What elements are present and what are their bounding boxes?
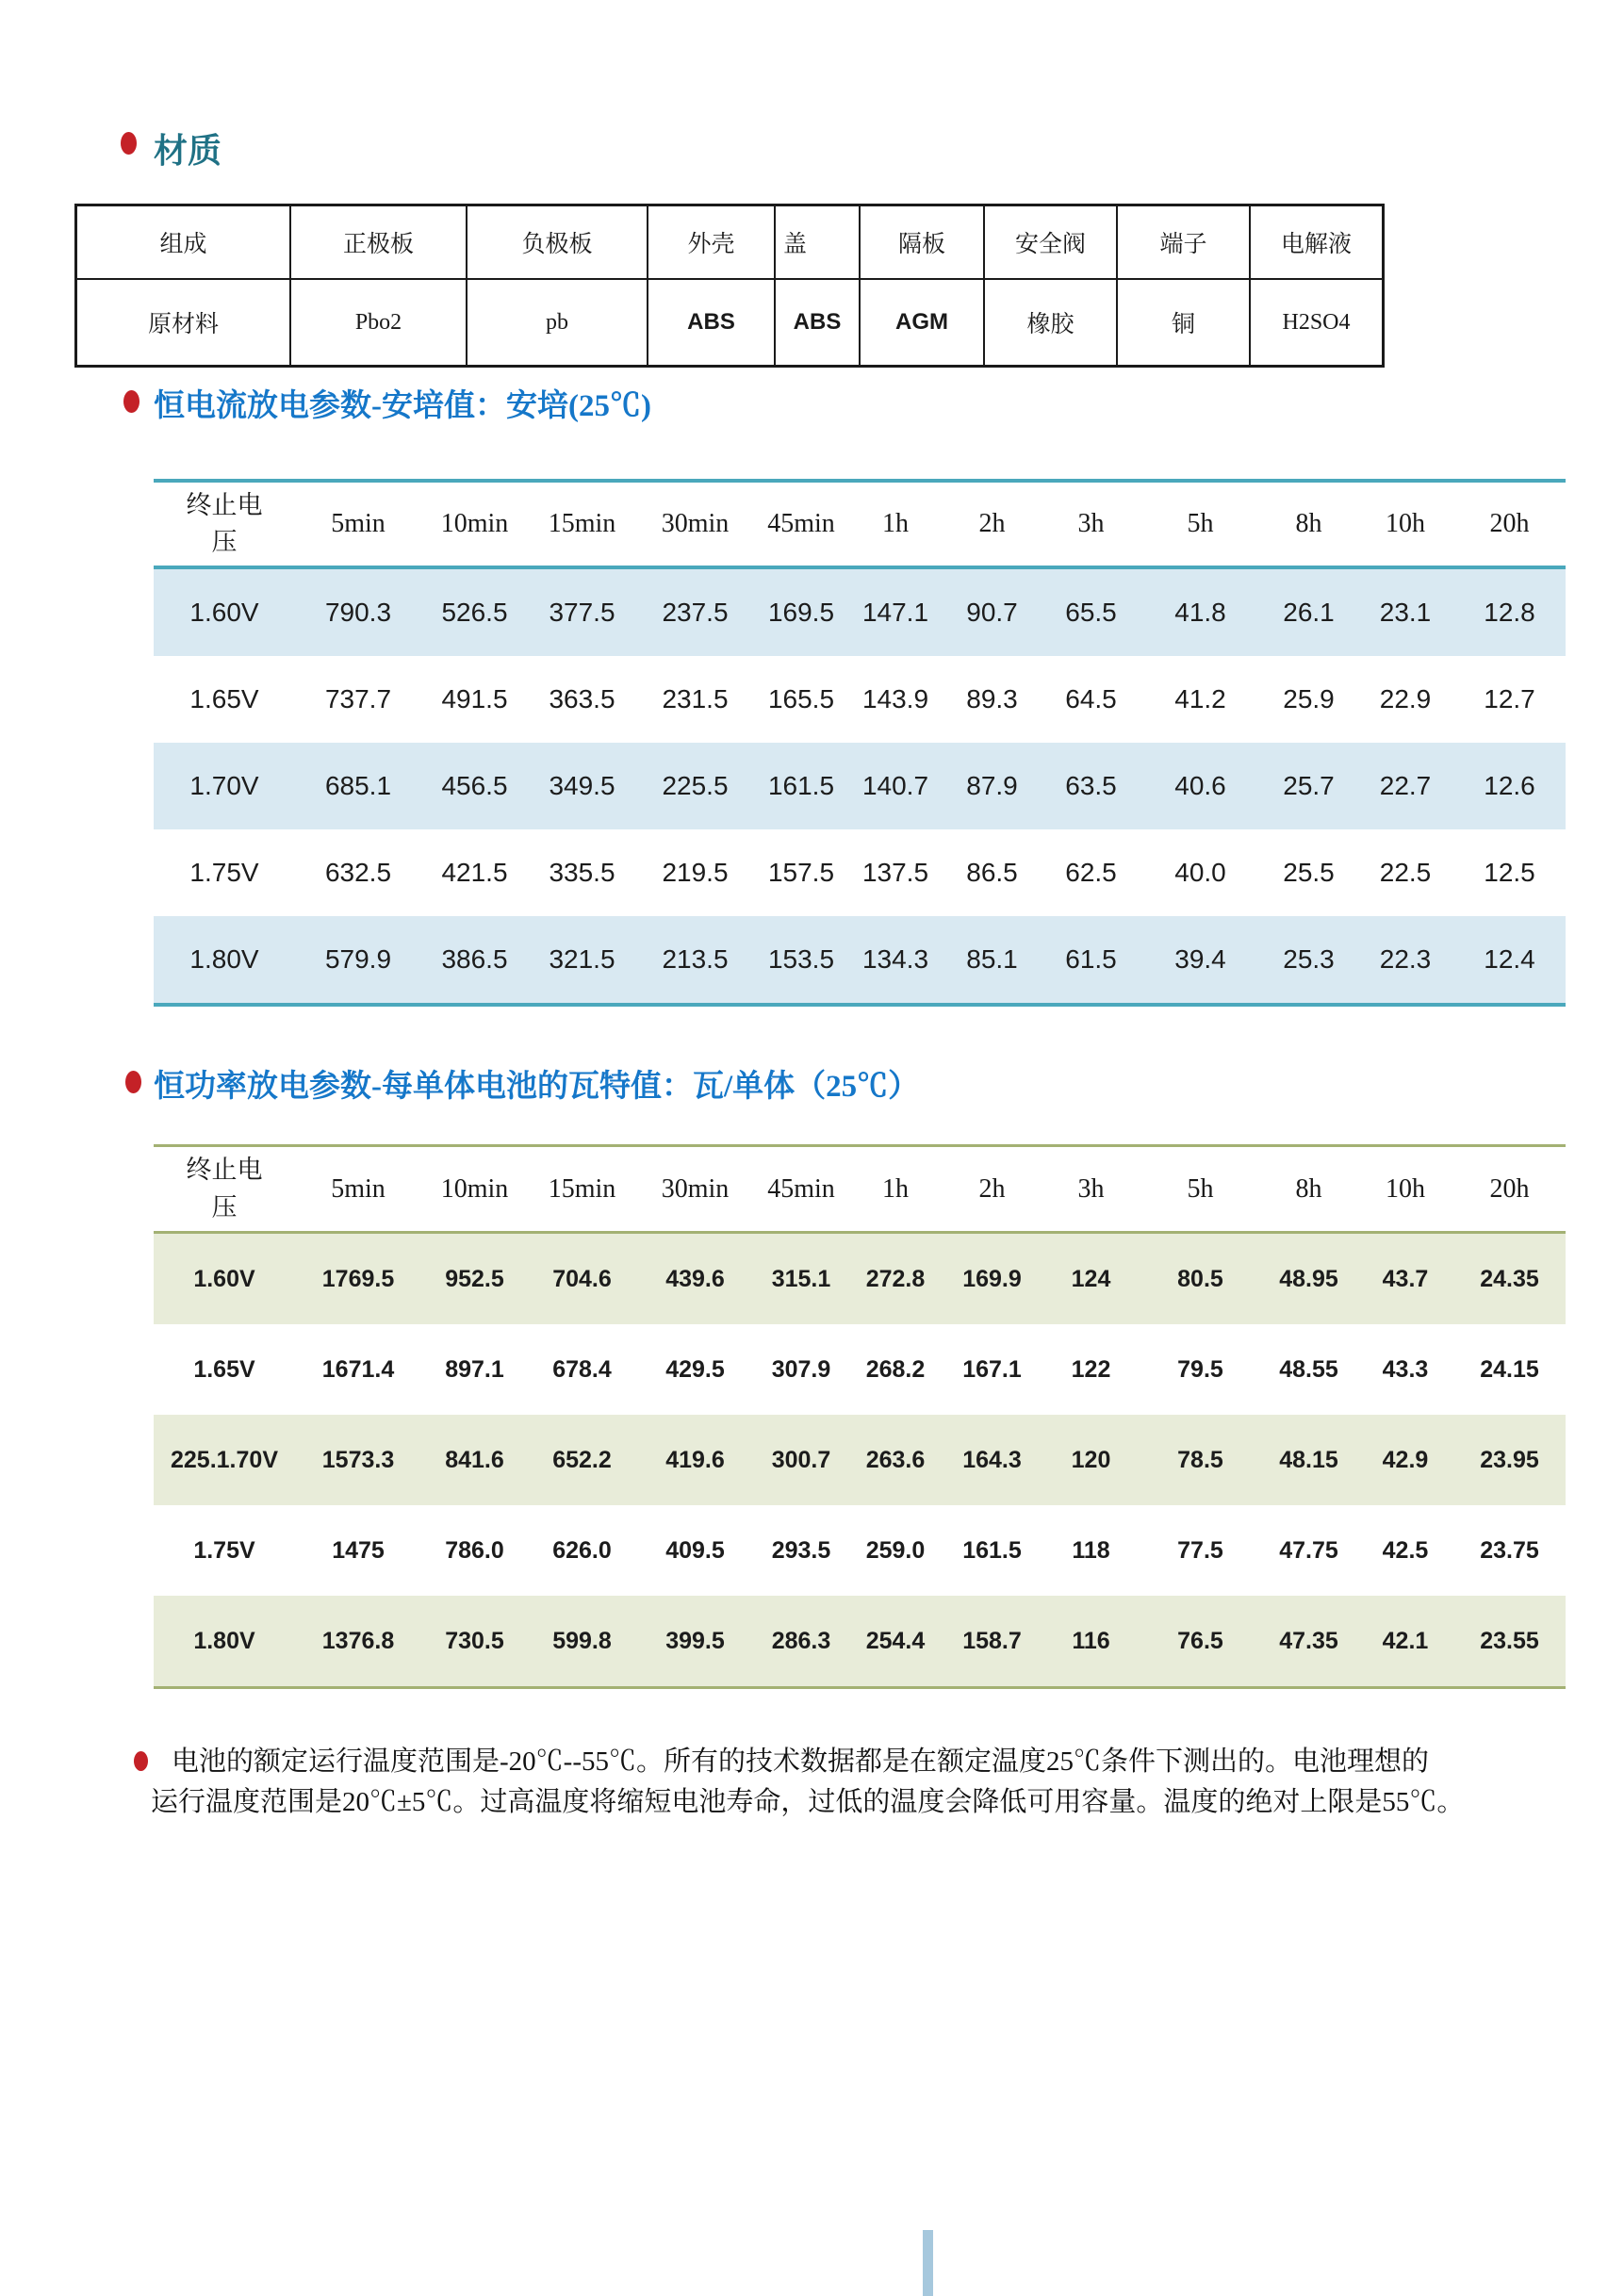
value-cell: 652.2: [552, 1446, 612, 1473]
value-cell: 80.5: [1177, 1265, 1223, 1292]
time-column-header: 1h: [882, 1173, 909, 1204]
end-voltage-header-cell: [154, 483, 295, 566]
table-row: [154, 916, 1566, 1003]
constant-power-table: [154, 1144, 1566, 1689]
value-cell: 90.7: [966, 598, 1018, 627]
value-cell: 89.3: [966, 684, 1018, 713]
value-cell: 293.5: [771, 1536, 831, 1564]
header-row: [154, 1147, 1566, 1234]
time-column-header: 3h: [1077, 1173, 1105, 1204]
note-line: 运行温度范围是20℃±5℃。过高温度将缩短电池寿命，过低的温度会降低可用容量。温度的绝对上限是55℃。: [151, 1787, 1465, 1817]
value-cell: 307.9: [771, 1355, 831, 1383]
value-cell: 272.8: [865, 1265, 926, 1292]
value-cell: 158.7: [962, 1627, 1022, 1654]
time-column-header: 5min: [331, 509, 385, 538]
value-cell: 23.75: [1480, 1536, 1539, 1564]
value-cell: 22.7: [1379, 771, 1432, 800]
section-title-constant-current: 恒电流放电参数-安培值：安培(25℃): [154, 389, 651, 423]
constant-current-table: [154, 479, 1566, 1007]
value-cell: 237.5: [662, 598, 729, 627]
value-cell: 386.5: [441, 944, 508, 974]
time-column-header: 10h: [1386, 509, 1425, 538]
table-row: [154, 1324, 1566, 1415]
value-cell: 841.6: [445, 1446, 504, 1473]
value-cell: 12.6: [1484, 771, 1535, 800]
value-cell: 25.9: [1283, 684, 1335, 713]
value-cell: 39.4: [1174, 944, 1226, 974]
value-cell: 491.5: [441, 684, 508, 713]
value-cell: 116: [1072, 1627, 1110, 1654]
value-cell: 419.6: [665, 1446, 725, 1473]
value-cell: 704.6: [552, 1265, 612, 1292]
value-cell: 399.5: [665, 1627, 725, 1654]
value-cell: 23.95: [1480, 1446, 1539, 1473]
time-column-header: 30min: [661, 509, 730, 538]
value-cell: 87.9: [966, 771, 1018, 800]
value-cell: 12.8: [1484, 598, 1535, 627]
value-cell: 78.5: [1177, 1446, 1223, 1473]
value-cell: 12.4: [1484, 944, 1535, 974]
value-cell: 349.5: [549, 771, 615, 800]
note-line: 电池的额定运行温度范围是-20℃--55℃。所有的技术数据都是在额定温度25℃条件下测出的。电池理想的: [172, 1747, 1429, 1777]
value-cell: 124: [1071, 1265, 1111, 1292]
value-cell: 321.5: [549, 944, 615, 974]
section-bullet-icon: [123, 390, 139, 413]
section-title-constant-power: 恒功率放电参数-每单体电池的瓦特值：瓦/单体（25℃）: [154, 1070, 920, 1104]
value-cell: 25.7: [1283, 771, 1335, 800]
value-cell: 526.5: [441, 598, 508, 627]
value-cell: 24.15: [1480, 1355, 1539, 1383]
value-cell: 429.5: [665, 1355, 725, 1383]
row-label: 原材料: [77, 280, 289, 365]
value-cell: 1475: [332, 1536, 385, 1564]
value-cell: 456.5: [441, 771, 508, 800]
column-header: 组成: [77, 206, 289, 278]
value-cell: 26.1: [1283, 598, 1335, 627]
value-cell: 48.95: [1279, 1265, 1338, 1292]
value-cell: 63.5: [1065, 771, 1117, 800]
value-cell: 161.5: [767, 771, 835, 800]
value-cell: 134.3: [861, 944, 929, 974]
value-cell: 259.0: [865, 1536, 926, 1564]
row-label: 1.80V: [189, 944, 259, 974]
material-value: ABS: [776, 280, 859, 365]
value-cell: 1573.3: [321, 1446, 395, 1473]
time-column-header: 2h: [978, 509, 1006, 538]
value-cell: 315.1: [771, 1265, 831, 1292]
value-cell: 599.8: [552, 1627, 612, 1654]
table-row: [154, 1415, 1566, 1505]
value-cell: 161.5: [962, 1536, 1022, 1564]
value-cell: 85.1: [966, 944, 1018, 974]
column-header: 电解液: [1251, 206, 1382, 278]
time-column-header: 15min: [548, 509, 616, 538]
row-label: 1.60V: [189, 598, 259, 627]
time-column-header: 20h: [1489, 1173, 1530, 1204]
header-row: [154, 483, 1566, 569]
time-column-header: 2h: [978, 1173, 1006, 1204]
value-cell: 25.3: [1283, 944, 1335, 974]
row-label: 1.70V: [189, 771, 259, 800]
end-voltage-header-cell: [154, 1147, 295, 1231]
value-cell: 300.7: [771, 1446, 831, 1473]
value-cell: 409.5: [665, 1536, 725, 1564]
value-cell: 263.6: [865, 1446, 926, 1473]
value-cell: 77.5: [1177, 1536, 1223, 1564]
value-cell: 1376.8: [321, 1627, 395, 1654]
time-column-header: 15min: [548, 1173, 616, 1204]
material-value: 橡胶: [985, 280, 1116, 365]
row-label: 1.60V: [193, 1265, 255, 1292]
value-cell: 41.2: [1174, 684, 1226, 713]
value-cell: 12.5: [1484, 858, 1535, 887]
value-cell: 41.8: [1174, 598, 1226, 627]
value-cell: 61.5: [1065, 944, 1117, 974]
note-bullet-icon: [134, 1751, 148, 1771]
value-cell: 685.1: [324, 771, 392, 800]
value-cell: 12.7: [1484, 684, 1535, 713]
value-cell: 678.4: [552, 1355, 612, 1383]
material-value: 铜: [1118, 280, 1249, 365]
row-label: 1.75V: [193, 1536, 255, 1564]
value-cell: 790.3: [324, 598, 392, 627]
value-cell: 120: [1071, 1446, 1111, 1473]
value-cell: 22.5: [1379, 858, 1432, 887]
value-cell: 737.7: [324, 684, 392, 713]
value-cell: 118: [1072, 1536, 1110, 1564]
value-cell: 213.5: [662, 944, 729, 974]
value-cell: 40.0: [1174, 858, 1226, 887]
value-cell: 169.9: [962, 1265, 1022, 1292]
value-cell: 421.5: [441, 858, 508, 887]
column-header: 负极板: [468, 206, 647, 278]
value-cell: 25.5: [1283, 858, 1335, 887]
value-cell: 231.5: [662, 684, 729, 713]
column-header: 盖: [776, 206, 859, 278]
row-label: 1.75V: [189, 858, 259, 887]
column-header: 隔板: [861, 206, 983, 278]
materials-table: [74, 204, 1385, 368]
value-cell: 164.3: [962, 1446, 1022, 1473]
value-cell: 65.5: [1065, 598, 1117, 627]
row-label: 1.65V: [189, 684, 259, 713]
value-cell: 254.4: [865, 1627, 926, 1654]
value-cell: 579.9: [324, 944, 392, 974]
section-bullet-icon: [125, 1071, 141, 1093]
value-cell: 23.1: [1379, 598, 1432, 627]
value-cell: 42.5: [1382, 1536, 1429, 1564]
value-cell: 219.5: [662, 858, 729, 887]
material-value: ABS: [648, 280, 774, 365]
temperature-note: [151, 1742, 1574, 1823]
time-column-header: 5h: [1187, 509, 1214, 538]
time-column-header: 8h: [1295, 509, 1322, 538]
table-row: [154, 1596, 1566, 1686]
end-voltage-header: 终止电压: [186, 490, 263, 556]
time-column-header: 10h: [1386, 1173, 1425, 1204]
value-cell: 62.5: [1065, 858, 1117, 887]
time-column-header: 30min: [661, 1173, 730, 1204]
time-column-header: 1h: [882, 509, 909, 538]
table-row: [154, 656, 1566, 743]
table-row: [154, 1505, 1566, 1596]
section-title-materials: 材质: [154, 132, 222, 170]
value-cell: 1769.5: [321, 1265, 395, 1292]
value-cell: 47.35: [1279, 1627, 1338, 1654]
column-header: 外壳: [648, 206, 774, 278]
value-cell: 79.5: [1177, 1355, 1223, 1383]
value-cell: 43.7: [1382, 1265, 1429, 1292]
value-cell: 897.1: [445, 1355, 504, 1383]
value-cell: 40.6: [1174, 771, 1226, 800]
value-cell: 335.5: [549, 858, 615, 887]
material-value: H2SO4: [1251, 280, 1382, 365]
time-column-header: 45min: [767, 509, 835, 538]
material-value: pb: [468, 280, 647, 365]
row-label: 1.65V: [193, 1355, 255, 1383]
footer-accent-bar: [923, 2230, 933, 2296]
time-column-header: 20h: [1489, 509, 1530, 538]
column-header: 正极板: [291, 206, 466, 278]
time-column-header: 8h: [1295, 1173, 1322, 1204]
time-column-header: 10min: [440, 509, 509, 538]
value-cell: 48.15: [1279, 1446, 1338, 1473]
time-column-header: 5min: [331, 1173, 385, 1204]
time-column-header: 3h: [1077, 509, 1105, 538]
value-cell: 143.9: [861, 684, 929, 713]
value-cell: 24.35: [1480, 1265, 1539, 1292]
value-cell: 786.0: [445, 1536, 504, 1564]
value-cell: 632.5: [324, 858, 392, 887]
value-cell: 48.55: [1279, 1355, 1338, 1383]
value-cell: 952.5: [445, 1265, 504, 1292]
value-cell: 165.5: [767, 684, 835, 713]
value-cell: 64.5: [1065, 684, 1117, 713]
value-cell: 167.1: [962, 1355, 1022, 1383]
value-cell: 137.5: [861, 858, 929, 887]
value-cell: 22.9: [1379, 684, 1432, 713]
value-cell: 377.5: [549, 598, 615, 627]
value-cell: 22.3: [1379, 944, 1432, 974]
value-cell: 157.5: [767, 858, 835, 887]
value-cell: 147.1: [861, 598, 929, 627]
table-row: [154, 829, 1566, 916]
value-cell: 286.3: [771, 1627, 831, 1654]
value-cell: 1671.4: [321, 1355, 395, 1383]
time-column-header: 10min: [440, 1173, 509, 1204]
column-header: 端子: [1118, 206, 1249, 278]
table-row: [154, 743, 1566, 829]
value-cell: 730.5: [445, 1627, 504, 1654]
value-cell: 153.5: [767, 944, 835, 974]
table-row: [154, 569, 1566, 656]
value-cell: 23.55: [1480, 1627, 1539, 1654]
material-value: AGM: [861, 280, 983, 365]
material-value: Pbo2: [291, 280, 466, 365]
value-cell: 42.1: [1382, 1627, 1429, 1654]
time-column-header: 5h: [1187, 1173, 1214, 1204]
value-cell: 122: [1071, 1355, 1111, 1383]
time-column-header: 45min: [767, 1173, 835, 1204]
value-cell: 86.5: [966, 858, 1018, 887]
value-cell: 439.6: [665, 1265, 725, 1292]
value-cell: 363.5: [549, 684, 615, 713]
value-cell: 225.5: [662, 771, 729, 800]
value-cell: 42.9: [1382, 1446, 1429, 1473]
section-bullet-icon: [121, 132, 137, 155]
row-label: 1.80V: [193, 1627, 255, 1654]
end-voltage-header: 终止电压: [186, 1156, 263, 1222]
value-cell: 626.0: [552, 1536, 612, 1564]
column-header: 安全阀: [985, 206, 1116, 278]
value-cell: 47.75: [1279, 1536, 1338, 1564]
value-cell: 169.5: [767, 598, 835, 627]
value-cell: 140.7: [861, 771, 929, 800]
row-label: 225.1.70V: [171, 1446, 278, 1473]
value-cell: 76.5: [1177, 1627, 1223, 1654]
value-cell: 268.2: [865, 1355, 926, 1383]
value-cell: 43.3: [1382, 1355, 1429, 1383]
table-row: [154, 1234, 1566, 1324]
